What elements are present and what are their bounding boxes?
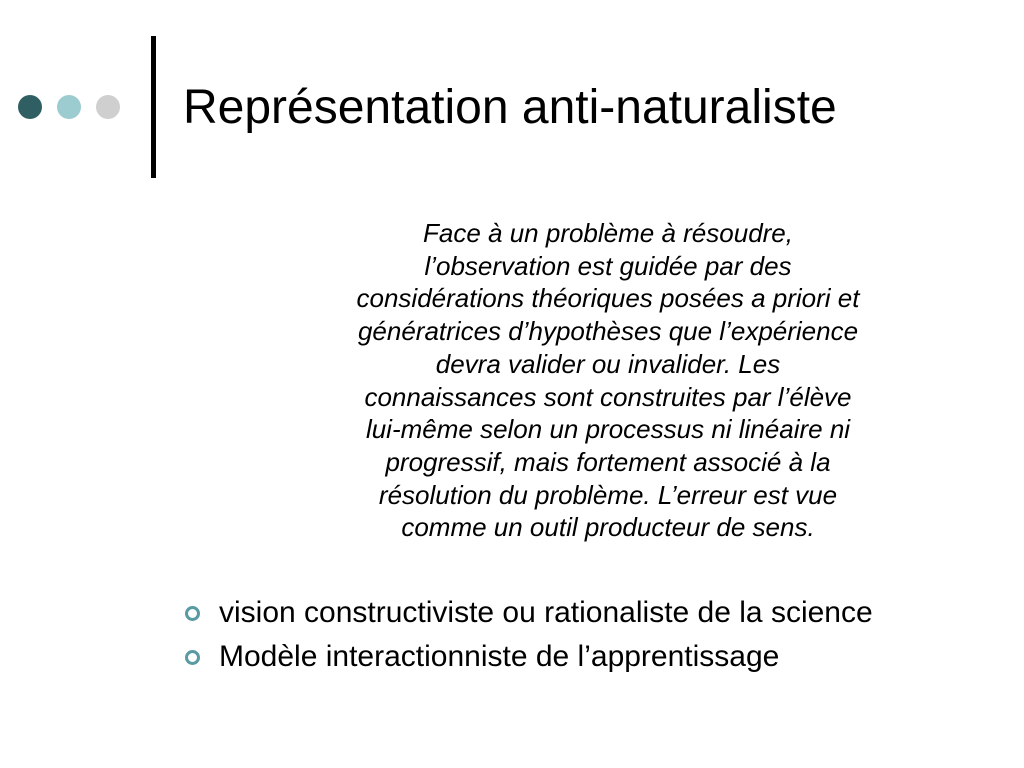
quote-line: progressif, mais fortement associé à la xyxy=(385,446,831,477)
title-divider xyxy=(151,36,156,178)
quote-line: Face à un problème à résoudre, xyxy=(423,218,793,248)
quote-line: considérations théoriques posées a priori et xyxy=(356,283,860,314)
bullet-circle-icon xyxy=(185,650,200,665)
quote-line: comme un outil producteur de sens. xyxy=(401,512,815,543)
bullet-text: Modèle interactionniste de l’apprentissage xyxy=(219,640,780,673)
slide-title: Représentation anti-naturaliste xyxy=(183,81,837,134)
bullet-item xyxy=(183,639,943,674)
bullet-list xyxy=(183,595,943,683)
bullet-text: vision constructiviste ou rationaliste de la science xyxy=(219,596,873,629)
quote-line: résolution du problème. L’erreur est vue xyxy=(378,479,838,510)
quote-line: connaissances sont construites par l’élève xyxy=(364,381,852,412)
quote-line: devra valider ou invalider. Les xyxy=(435,348,781,379)
quote-line: l’observation est guidée par des xyxy=(424,250,792,281)
quote-block xyxy=(272,217,944,544)
decorative-dots xyxy=(18,95,120,119)
dot-light-icon xyxy=(57,95,81,119)
quote-line: lui-même selon un processus ni linéaire ni xyxy=(365,414,851,445)
quote-line: génératrices d’hypothèses que l’expérience xyxy=(357,316,859,347)
bullet-item xyxy=(183,595,943,630)
dot-grey-icon xyxy=(96,95,120,119)
bullet-circle-icon xyxy=(185,606,200,621)
dot-dark-icon xyxy=(18,95,42,119)
